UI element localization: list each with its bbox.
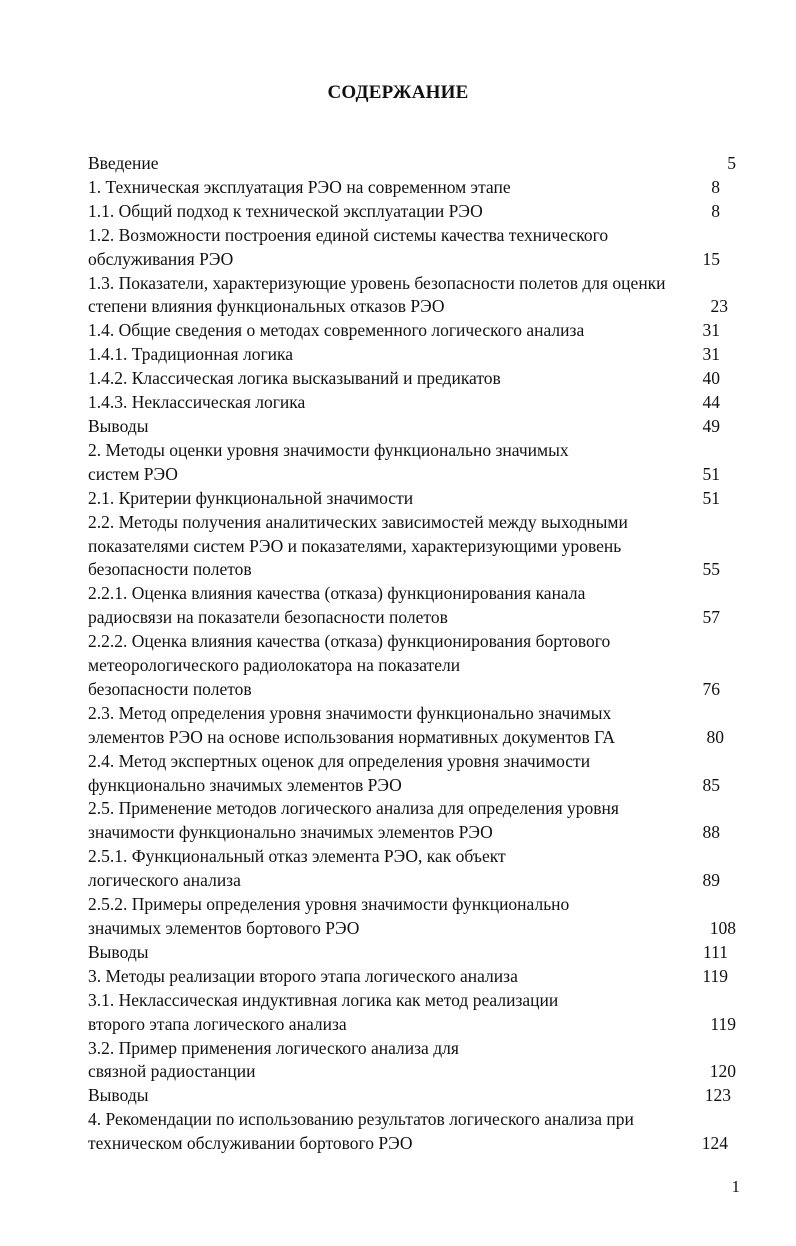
toc-entry-text: Выводы xyxy=(88,941,149,962)
toc-entry-text: значимых элементов бортового РЭО xyxy=(88,918,360,938)
toc-entry-text: значимости функционально значимых элементов РЭО xyxy=(88,822,493,843)
page-number: 1 xyxy=(731,1177,740,1196)
toc-entry xyxy=(88,797,736,845)
toc-entry-page: 57 xyxy=(702,607,720,628)
toc-entry-text: 1.4. Общие сведения о методах современного логического анализа xyxy=(88,320,585,341)
toc-entry-text: логического анализа xyxy=(88,870,241,891)
toc-entry-text: 2.2.1. Оценка влияния качества (отказа) функционирования канала xyxy=(88,583,586,604)
toc-entry-text: безопасности полетов xyxy=(88,678,252,699)
toc-entry xyxy=(88,941,736,965)
toc-entry xyxy=(88,750,736,798)
toc-entry xyxy=(88,391,736,415)
toc-entry-text: 2.5.2. Примеры определения уровня значимости функционально xyxy=(88,894,570,915)
toc-entry-page: 88 xyxy=(702,822,720,843)
toc-entry-page: 23 xyxy=(710,296,728,317)
toc-entry-page: 31 xyxy=(702,344,720,365)
toc-entry-page: 108 xyxy=(709,918,736,938)
toc-entry-page: 80 xyxy=(706,726,724,747)
toc-entry xyxy=(88,439,736,487)
toc-entry-text: показателями систем РЭО и показателями, характеризующими уровень xyxy=(88,535,622,556)
toc-entry-text: 3. Методы реализации второго этапа логического анализа xyxy=(88,965,518,986)
toc-entry-text: метеорологического радиолокатора на показатели xyxy=(88,655,461,676)
toc-entry-page: 15 xyxy=(702,248,720,269)
toc-entry-text: 1.1. Общий подход к технической эксплуатации РЭО xyxy=(88,200,483,221)
toc-entry xyxy=(88,176,736,200)
toc-entry xyxy=(88,367,736,391)
toc-entry-page: 120 xyxy=(709,1061,736,1082)
toc-entry xyxy=(88,702,736,750)
toc-entry xyxy=(88,965,736,989)
toc-entry-page: 51 xyxy=(702,487,720,508)
toc-entry-text: 1.4.2. Классическая логика высказываний и предикатов xyxy=(88,368,501,389)
toc-entry xyxy=(88,415,736,439)
toc-entry-text: техническом обслуживании бортового РЭО xyxy=(88,1133,413,1154)
toc-entry xyxy=(88,893,736,941)
toc-entry-text: 3.1. Неклассическая индуктивная логика как метод реализации xyxy=(88,989,559,1010)
toc-entry xyxy=(88,272,736,320)
toc-entry-page: 85 xyxy=(702,774,720,795)
toc-entry xyxy=(88,845,736,893)
toc-entry xyxy=(88,582,736,630)
toc-entry xyxy=(88,487,736,511)
toc-entry xyxy=(88,1084,736,1108)
toc-entry-text: Выводы xyxy=(88,415,149,436)
toc-entry-page: 31 xyxy=(702,320,720,341)
toc-entry-text: систем РЭО xyxy=(88,463,178,484)
toc-entry xyxy=(88,1037,736,1085)
table-of-contents xyxy=(88,152,736,1156)
toc-entry-page: 124 xyxy=(701,1133,728,1154)
toc-entry-text: 2.2. Методы получения аналитических зависимостей между выходными xyxy=(88,511,628,532)
toc-entry-text: 2.3. Метод определения уровня значимости функционально значимых xyxy=(88,702,612,723)
toc-entry-text: 1.2. Возможности построения единой системы качества технического xyxy=(88,224,609,245)
toc-entry-text: 3.2. Пример применения логического анализа для xyxy=(88,1037,459,1058)
toc-entry-page: 49 xyxy=(702,415,720,436)
toc-entry-text: 4. Рекомендации по использованию результатов логического анализа при xyxy=(88,1109,634,1130)
toc-entry-page: 119 xyxy=(710,1013,736,1034)
toc-entry-text: связной радиостанции xyxy=(88,1061,256,1082)
toc-entry xyxy=(88,630,736,702)
toc-entry-text: 1. Техническая эксплуатация РЭО на современном этапе xyxy=(88,176,511,197)
toc-entry-text: элементов РЭО на основе использования нормативных документов ГА xyxy=(88,726,616,747)
toc-entry-text: 1.3. Показатели, характеризующие уровень безопасности полетов для оценки xyxy=(88,272,666,293)
document-title: СОДЕРЖАНИЕ xyxy=(327,82,469,103)
toc-entry xyxy=(88,152,736,176)
toc-entry-page: 5 xyxy=(727,153,736,173)
toc-entry-text: второго этапа логического анализа xyxy=(88,1013,347,1034)
toc-entry xyxy=(88,343,736,367)
toc-entry-text: 1.4.1. Традиционная логика xyxy=(88,344,293,365)
toc-entry-text: 1.4.3. Неклассическая логика xyxy=(88,392,306,413)
toc-entry-text: 2.1. Критерии функциональной значимости xyxy=(88,487,414,508)
toc-entry xyxy=(88,1108,736,1156)
toc-entry xyxy=(88,224,736,272)
toc-entry-text: Введение xyxy=(88,153,159,173)
toc-entry-page: 76 xyxy=(702,678,720,699)
toc-entry-page: 44 xyxy=(702,392,720,413)
toc-entry-text: Выводы xyxy=(88,1085,149,1106)
toc-entry-text: 2.5. Применение методов логического анализа для определения уровня xyxy=(88,798,619,819)
toc-entry xyxy=(88,200,736,224)
toc-entry-text: функционально значимых элементов РЭО xyxy=(88,774,402,795)
toc-entry xyxy=(88,319,736,343)
toc-entry xyxy=(88,989,736,1037)
toc-entry-page: 55 xyxy=(702,559,720,580)
toc-entry-page: 51 xyxy=(702,463,720,484)
toc-entry-text: обслуживания РЭО xyxy=(88,248,234,269)
toc-entry-text: 2.4. Метод экспертных оценок для определения уровня значимости xyxy=(88,750,591,771)
toc-entry-page: 8 xyxy=(711,200,720,221)
toc-entry-text: радиосвязи на показатели безопасности полетов xyxy=(88,607,448,628)
toc-entry-page: 40 xyxy=(702,368,720,389)
toc-entry-page: 119 xyxy=(702,965,728,986)
toc-entry-text: 2.5.1. Функциональный отказ элемента РЭО, как объект xyxy=(88,846,506,867)
toc-entry xyxy=(88,511,736,583)
toc-entry-page: 111 xyxy=(703,941,728,962)
toc-entry-page: 123 xyxy=(704,1085,731,1106)
toc-entry-text: безопасности полетов xyxy=(88,559,252,580)
toc-entry-page: 89 xyxy=(702,870,720,891)
toc-entry-text: 2.2.2. Оценка влияния качества (отказа) функционирования бортового xyxy=(88,631,611,652)
toc-entry-text: степени влияния функциональных отказов РЭО xyxy=(88,296,445,317)
toc-entry-page: 8 xyxy=(711,176,720,197)
toc-entry-text: 2. Методы оценки уровня значимости функционально значимых xyxy=(88,439,569,460)
